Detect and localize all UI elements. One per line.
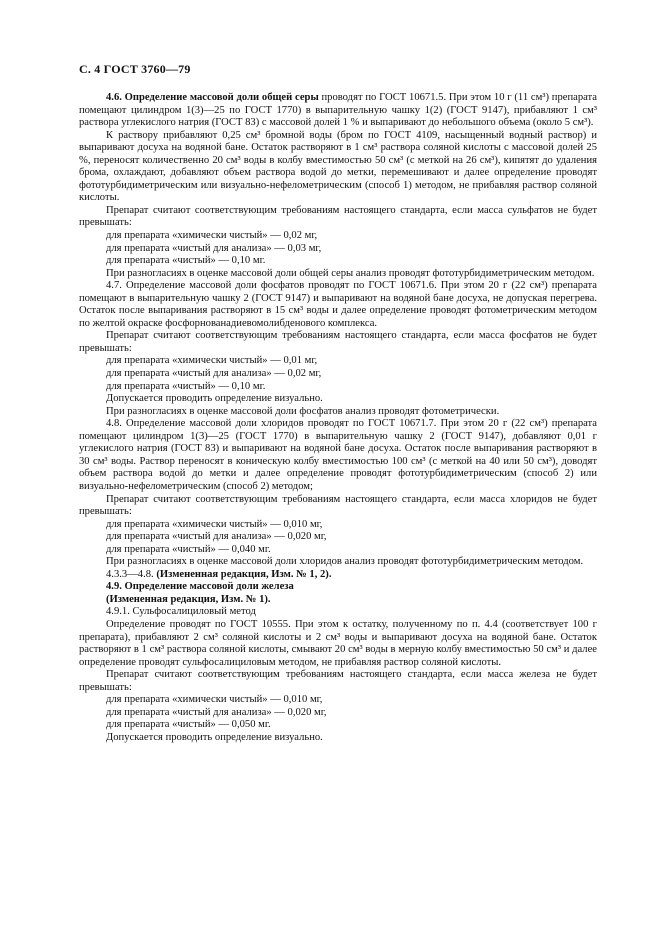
list-item: для препарата «чистый для анализа» — 0,020 мг, — [106, 706, 327, 718]
paragraph: Препарат считают соответствующим требованиям настоящего стандарта, если масса фосфатов не будет превышать: — [79, 330, 597, 354]
paragraph: При разногласиях в оценке массовой доли фосфатов анализ проводят фотометрически. — [106, 405, 500, 417]
list-item: для препарата «чистый для анализа» — 0,02 мг, — [106, 368, 322, 380]
paragraph: Определение проводят по ГОСТ 10555. При этом к остатку, полученному по п. 4.4 (соответствует 100 г препарата), прибавляют 2 см³ соляной кислоты и 2 см³ воды и выпаривают досуха на водяной бане. Остаток растворяют в 1 см³ раствора соляной кислоты, смывают 20 см³ воды в мерную колбу вместимостью 50 см³ и далее определение проводят сульфосалициловым методом, не прибавляя раствор соляной кислоты. — [79, 618, 597, 668]
section-4-6-text: проводят по ГОСТ 10671.5. При этом 10 г (11 см³) препарата помещают цилиндром 1(3)—25 по ГОСТ 1770) в выпарительную чашку 1(2) (ГОСТ 9147), прибавляют 1 см³ раствора углекислого натрия (ГОСТ 83) с массовой долей 1 % и выпаривают до небольшого объема (около 5 см³). — [79, 92, 598, 129]
section-4-9-title: 4.9. Определение массовой доли железа — [106, 581, 294, 593]
list-item: для препарата «химически чистый» — 0,010 мг, — [106, 694, 323, 706]
edit-note-range: 4.3.3—4.8. — [106, 568, 157, 580]
subsection-4-9-1-title: 4.9.1. Сульфосалициловый метод — [106, 606, 256, 618]
list-item: для препарата «чистый» — 0,10 мг. — [106, 380, 266, 392]
section-4-8-text: 4.8. Определение массовой доли хлоридов проводят по ГОСТ 10671.7. При этом 20 г (22 см³) препарата помещают цилиндром 1(3)—25 (ГОСТ 1770) в выпарительную чашку 2 (ГОСТ 9147), добавляют 0,01 г углекислого натрия (ГОСТ 83) и выпаривают на водяной бане досуха. Остаток после выпаривания растворяют в 30 см³ воды. Раствор переносят в коническую колбу вместимостью 100 см³ (с меткой на 40 или 50 см³), доводят объем раствора водой до метки и далее определение проводят фототурбидиметрическим (способ 2) или визуально-нефелометрическим (способ 2) методом; — [79, 418, 597, 492]
document-body — [79, 92, 597, 744]
paragraph: При разногласиях в оценке массовой доли хлоридов анализ проводят фототурбидиметрическим методом. — [106, 556, 584, 568]
paragraph: Препарат считают соответствующим требованиям настоящего стандарта, если масса сульфатов не будет превышать: — [79, 204, 597, 229]
section-4-7-text: 4.7. Определение массовой доли фосфатов проводят по ГОСТ 10671.6. При этом 20 г (22 см³) препарата помещают в выпарительную чашку 2 (ГОСТ 9147) и выпаривают на водяной бане досуха, не допуская перегрева. Остаток после выпаривания растворяют в 15 см³ воды и далее определение проводят фотометрическим методом по желтой окраске фосфорнованадиевомолибденового комплекса. — [79, 280, 597, 329]
edit-note — [79, 569, 597, 582]
paragraph: Препарат считают соответствующим требованиям настоящего стандарта, если масса хлоридов не будет превышать: — [79, 493, 597, 518]
section-4-6-intro — [79, 92, 597, 130]
paragraph: Допускается проводить определение визуально. — [106, 393, 323, 405]
paragraph: Препарат считают соответствующим требованиям настоящего стандарта, если масса железа не будет превышать: — [79, 669, 597, 693]
paragraph: Допускается проводить определение визуально. — [106, 731, 323, 743]
list-item: для препарата «химически чистый» — 0,02 мг, — [106, 230, 318, 242]
list-item: для препарата «химически чистый» — 0,010 мг, — [106, 518, 323, 530]
list-item: для препарата «чистый для анализа» — 0,03 мг, — [106, 242, 322, 254]
section-4-9-edit-note: (Измененная редакция, Изм. № 1). — [106, 593, 271, 605]
page-header: С. 4 ГОСТ 3760—79 — [79, 62, 191, 76]
list-item: для препарата «чистый» — 0,050 мг. — [106, 719, 271, 731]
edit-note-text: (Измененная редакция, Изм. № 1, 2). — [156, 568, 332, 580]
list-item: для препарата «чистый» — 0,040 мг. — [106, 543, 271, 555]
section-4-6-title: 4.6. Определение массовой доли общей серы — [106, 92, 319, 103]
paragraph: К раствору прибавляют 0,25 см³ бромной воды (бром по ГОСТ 4109, насыщенный водный раствор) и выпаривают досуха на водяной бане. Остаток растворяют в 1 см³ раствора соляной кислоты с массовой долей 25 %, переносят количественно 20 см³ воды в колбу вместимостью 50 см³ (с меткой на 26 см³), кипятят до удаления брома, охлаждают, добавляют объем раствора водой до метки, перемешивают и далее определение проводят фототурбидиметрическим или визуально-нефелометрическим (способ 1) методом, не прибавляя раствор соляной кислоты. — [79, 129, 597, 204]
list-item: для препарата «химически чистый» — 0,01 мг, — [106, 355, 318, 367]
list-item: для препарата «чистый» — 0,10 мг. — [106, 255, 266, 267]
paragraph: При разногласиях в оценке массовой доли общей серы анализ проводят фототурбидиметрическим методом. — [106, 267, 595, 279]
list-item: для препарата «чистый для анализа» — 0,020 мг, — [106, 531, 327, 543]
